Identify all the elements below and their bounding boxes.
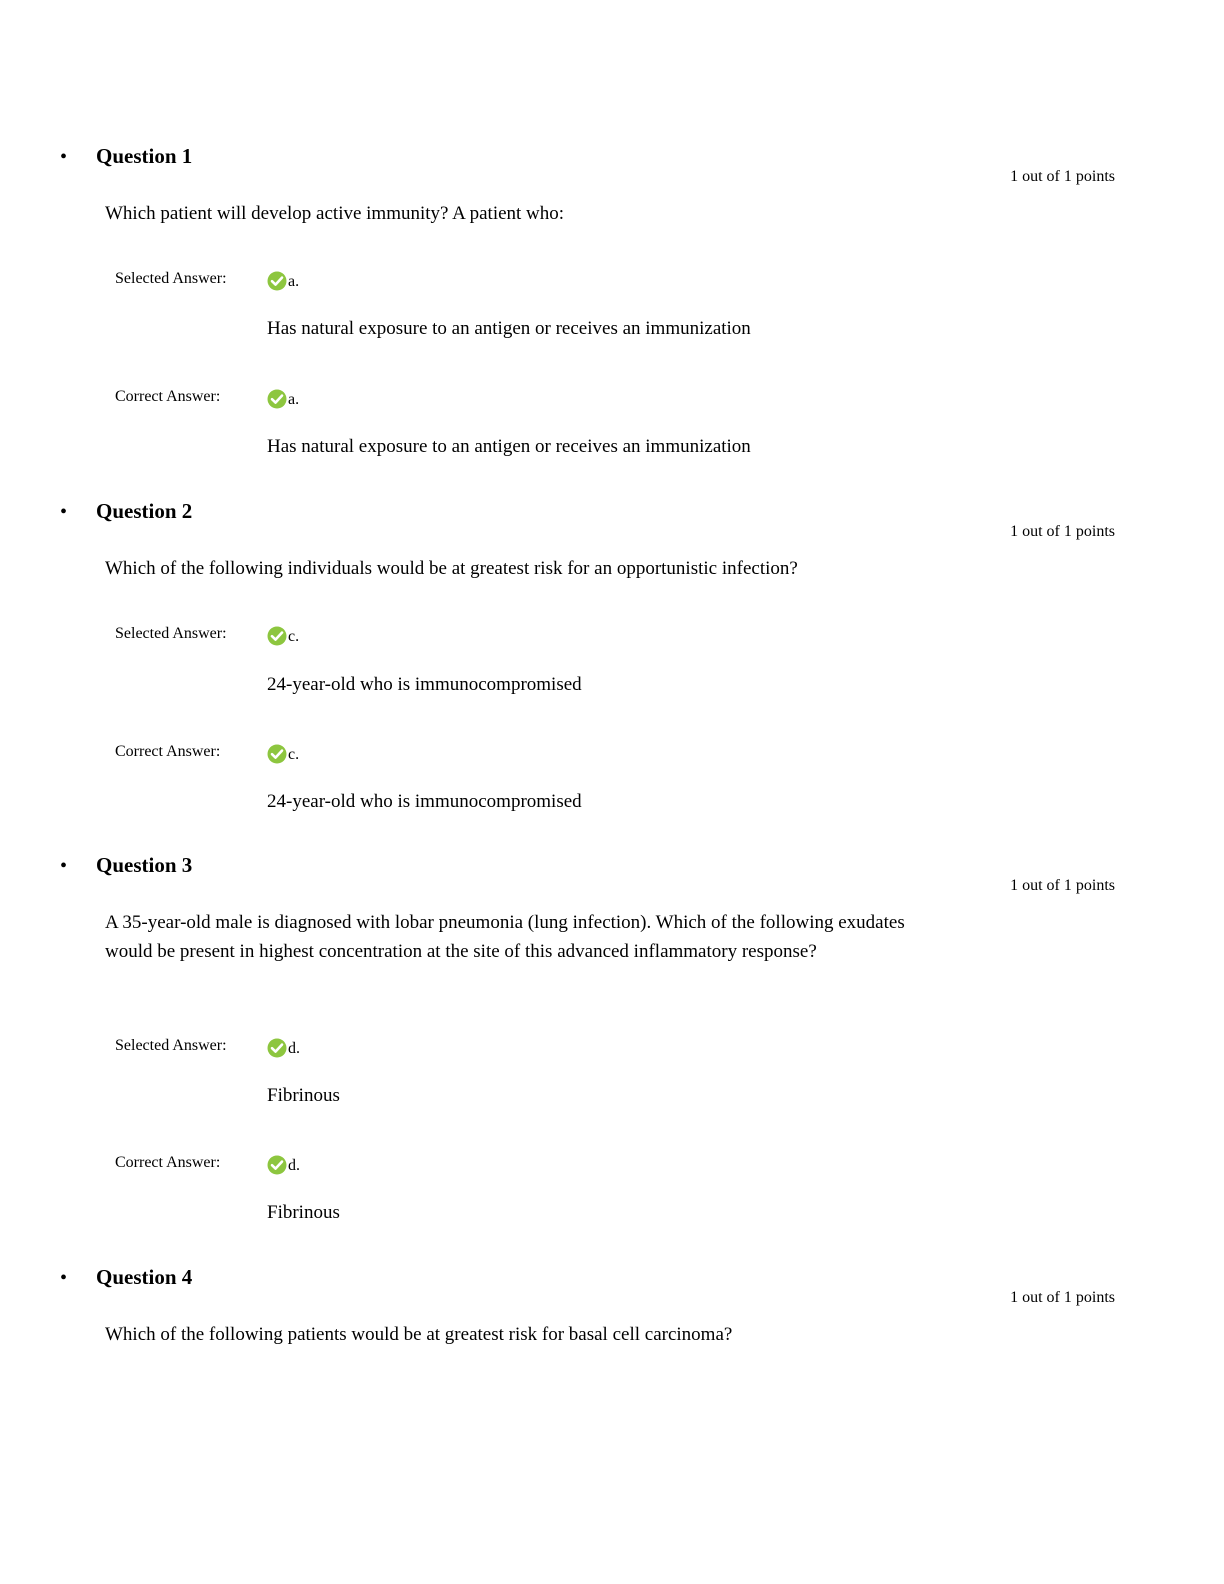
points-score: 1 out of 1 points <box>1010 523 1115 540</box>
correct-answer-letter: d. <box>288 1157 300 1174</box>
selected-answer-label: Selected Answer: <box>115 270 227 287</box>
selected-answer-label: Selected Answer: <box>115 1037 227 1054</box>
question-title: Question 1 <box>96 144 193 168</box>
points-score: 1 out of 1 points <box>1010 1289 1115 1306</box>
selected-answer-letter: a. <box>288 273 300 290</box>
correct-answer-mark <box>267 387 299 409</box>
selected-answer-letter: d. <box>288 1040 300 1057</box>
bullet: • <box>60 501 68 523</box>
points-score: 1 out of 1 points <box>1010 877 1115 894</box>
selected-answer-text: 24-year-old who is immunocompromised <box>267 674 582 695</box>
correct-answer-letter: a. <box>288 391 300 408</box>
question-title: Question 4 <box>96 1265 193 1289</box>
correct-answer-label: Correct Answer: <box>115 743 221 760</box>
selected-answer-label: Selected Answer: <box>115 625 227 642</box>
correct-answer-label: Correct Answer: <box>115 388 221 405</box>
selected-answer-mark <box>267 269 299 291</box>
selected-answer-text: Has natural exposure to an antigen or receives an immunization <box>267 318 751 339</box>
selected-answer-mark <box>267 1036 300 1058</box>
check-circle-icon <box>267 1038 287 1058</box>
selected-answer-mark <box>267 624 299 646</box>
question-text: Which of the following patients would be at greatest risk for basal cell carcinoma? <box>105 1324 733 1345</box>
question-title: Question 3 <box>96 853 193 877</box>
check-circle-icon <box>267 1155 287 1175</box>
correct-answer-text: Has natural exposure to an antigen or receives an immunization <box>267 436 751 457</box>
bullet: • <box>60 146 68 168</box>
question-text: A 35-year-old male is diagnosed with lobar pneumonia (lung infection). Which of the following exudates would be present in highest concentration at the site of this advanced inflammatory response? <box>105 912 905 962</box>
selected-answer-text: Fibrinous <box>267 1085 340 1106</box>
correct-answer-text: 24-year-old who is immunocompromised <box>267 791 582 812</box>
question-title: Question 2 <box>96 499 193 523</box>
correct-answer-text: Fibrinous <box>267 1202 340 1223</box>
correct-answer-letter: c. <box>288 746 300 763</box>
check-circle-icon <box>267 271 287 291</box>
check-circle-icon <box>267 389 287 409</box>
question-text: Which of the following individuals would be at greatest risk for an opportunistic infection? <box>105 558 798 579</box>
points-score: 1 out of 1 points <box>1010 168 1115 185</box>
selected-answer-letter: c. <box>288 628 300 645</box>
bullet: • <box>60 1267 68 1289</box>
check-circle-icon <box>267 744 287 764</box>
bullet: • <box>60 855 68 877</box>
question-text: Which patient will develop active immunity? A patient who: <box>105 203 565 224</box>
correct-answer-label: Correct Answer: <box>115 1154 221 1171</box>
check-circle-icon <box>267 626 287 646</box>
correct-answer-mark <box>267 742 299 764</box>
correct-answer-mark <box>267 1153 300 1175</box>
